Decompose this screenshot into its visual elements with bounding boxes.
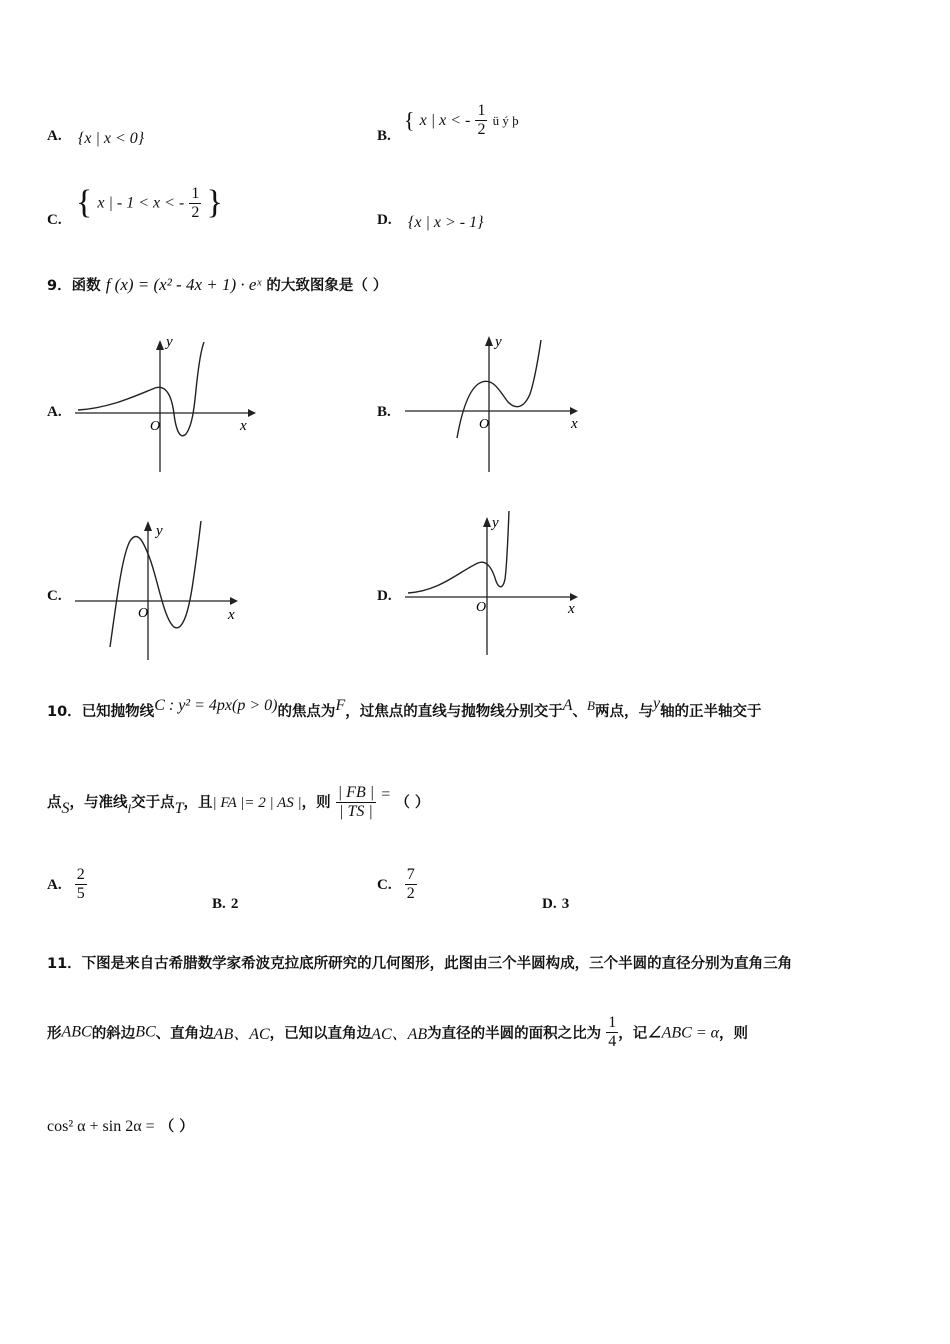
- q9-graph-a-origin: O: [150, 419, 161, 434]
- q11-stem-line1: 11．下图是来自古希腊数学家希波克拉底所研究的几何图形，此图由三个半圆构成，三个半圆的直径分别为直角三角: [47, 956, 793, 972]
- q9-graph-a-x-label: x: [240, 418, 247, 434]
- q9-graph-b-x-label: x: [571, 416, 578, 432]
- q9-graph-d-origin: O: [476, 600, 487, 615]
- q11-expression: cos² α + sin 2α =: [47, 1118, 155, 1135]
- q8-option-b-garble: ü ý þ: [492, 112, 519, 128]
- q9-graph-c-y-label: y: [156, 523, 163, 539]
- q10-option-c: C. $\frac{7}{2}$: [377, 866, 415, 902]
- q11-stem-line2: 形ABC的斜边BC、直角边AB、AC，已知以直角边AC、AB为直径的半圆的面积之比为 $\frac{1}{4}$ ，记∠ABC = α，则: [47, 1014, 749, 1050]
- q9-stem: 9．函数 f (x) = (x² - 4x + 1) · eˣ 的大致图象是（ ）: [47, 275, 388, 294]
- q11-angle: ∠ABC = α: [647, 1024, 720, 1042]
- q10-option-a: A. $\frac{2}{5}$: [47, 866, 85, 902]
- q9-graph-a-y-label: y: [166, 334, 173, 350]
- q9-graph-d-x-label: x: [568, 601, 575, 617]
- q10-ratio: $\frac{| FB |}{| TS |}$: [337, 784, 375, 820]
- q10-option-b: B. 2: [212, 896, 239, 912]
- q9-graph-a: [70, 330, 270, 480]
- q10-condition: | FA |= 2 | AS |: [212, 795, 302, 811]
- q11-expression-line: cos² α + sin 2α = （ ）: [47, 1118, 194, 1135]
- q8-option-c-label: C.: [47, 212, 62, 228]
- q9-graph-c-origin: O: [138, 606, 149, 621]
- q8-option-d-label: D.: [377, 212, 392, 228]
- q9-formula: f (x) = (x² - 4x + 1) · eˣ: [105, 275, 262, 294]
- q9-option-c-label: C.: [47, 588, 62, 604]
- q9-graph-b-y-label: y: [495, 334, 502, 350]
- q10-option-d: D. 3: [542, 896, 570, 912]
- q9-graph-b-origin: O: [479, 417, 490, 432]
- q11-ratio: $\frac{1}{4}$: [608, 1014, 617, 1050]
- q9-option-b-label: B.: [377, 404, 391, 420]
- q9-graph-d-y-label: y: [492, 515, 499, 531]
- q10-parabola: C : y² = 4px(p > 0): [154, 697, 278, 714]
- q9-option-d-label: D.: [377, 588, 392, 604]
- q8-option-a-expr: {x | x < 0}: [78, 130, 145, 147]
- q9-graph-c: [70, 515, 270, 665]
- q10-stem-line2: 点S，与准线$_l$交于点T，且| FA |= 2 | AS |，则 $\frac{| FB |}{| TS |}$ = （ ）: [47, 784, 430, 820]
- q8-option-c-fraction: $\frac{1}{2}$: [191, 184, 200, 221]
- q8-option-b-label: B.: [377, 128, 391, 144]
- q8-option-a-label: A.: [47, 128, 62, 144]
- q10-stem-line1: 10．已知抛物线C : y² = 4px(p > 0)的焦点为F，过焦点的直线与抛物线分别交于A、$^B$两点，与y轴的正半轴交于: [47, 695, 762, 720]
- q9-option-a-label: A.: [47, 404, 62, 420]
- q9-graph-c-x-label: x: [228, 607, 235, 623]
- q8-option-b-expr: { x | x < - $\frac{1}{2}$ ü ý þ: [404, 102, 519, 138]
- q9-graph-b: [400, 330, 600, 480]
- q8-option-d-expr: {x | x > - 1}: [408, 214, 484, 231]
- q8-option-b-fraction: $\frac{1}{2}$: [477, 102, 486, 138]
- q9-graph-d: [400, 505, 600, 655]
- q8-option-c-expr: { x | - 1 < x < - $\frac{1}{2}$ }: [76, 184, 223, 221]
